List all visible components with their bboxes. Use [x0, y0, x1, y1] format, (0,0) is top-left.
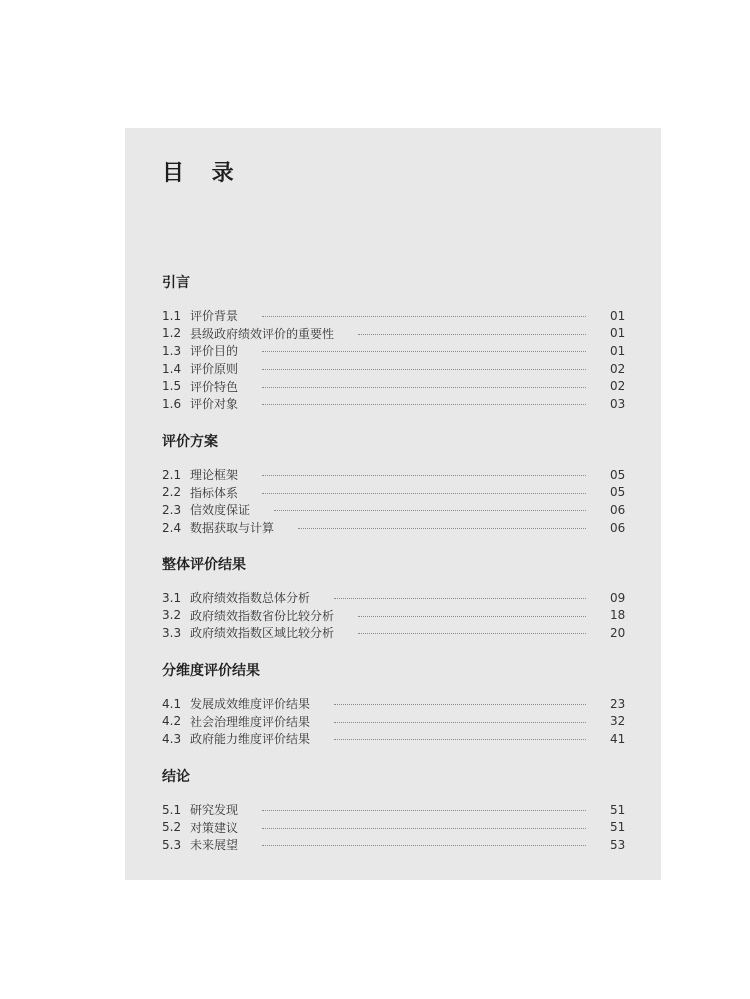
- entry-page: 02: [610, 379, 626, 394]
- entry-page: 09: [610, 590, 626, 605]
- toc-section-intro: [162, 273, 624, 413]
- entry-page: 06: [610, 520, 626, 535]
- entry-page: 05: [610, 485, 626, 500]
- entry-label: 对策建议: [190, 820, 239, 835]
- entry-number: 1.4: [162, 361, 182, 376]
- entry-number: 5.3: [162, 837, 182, 852]
- dot-leader: [262, 475, 586, 476]
- toc-entry[interactable]: [162, 519, 624, 537]
- entry-label: 评价对象: [190, 397, 239, 412]
- entry-number: 2.1: [162, 467, 182, 482]
- entry-number: 5.2: [162, 820, 182, 835]
- toc-entry[interactable]: [162, 607, 624, 625]
- dot-leader: [262, 316, 586, 317]
- entry-number: 1.1: [162, 308, 182, 323]
- dot-leader: [262, 404, 586, 405]
- section-heading: 整体评价结果: [162, 557, 246, 573]
- entry-number: 5.1: [162, 802, 182, 817]
- entry-number: 2.3: [162, 502, 182, 517]
- entry-label: 发展成效维度评价结果: [190, 697, 311, 712]
- entry-page: 23: [610, 696, 626, 711]
- dot-leader: [334, 704, 586, 705]
- toc-entry[interactable]: [162, 377, 624, 395]
- toc-entry[interactable]: [162, 484, 624, 502]
- entry-number: 2.2: [162, 485, 182, 500]
- toc-entry[interactable]: [162, 342, 624, 360]
- entry-label: 评价背景: [190, 309, 239, 324]
- entry-label: 信效度保证: [190, 503, 251, 518]
- dot-leader: [334, 598, 586, 599]
- entry-number: 1.3: [162, 343, 182, 358]
- toc-entry[interactable]: [162, 836, 624, 854]
- dot-leader: [262, 810, 586, 811]
- toc-entry[interactable]: [162, 624, 624, 642]
- dot-leader: [334, 739, 586, 740]
- toc-entry[interactable]: [162, 730, 624, 748]
- dot-leader: [298, 528, 586, 529]
- dot-leader: [274, 510, 586, 511]
- entry-page: 51: [610, 820, 626, 835]
- dot-leader: [358, 616, 586, 617]
- dot-leader: [334, 722, 586, 723]
- entry-label: 评价特色: [190, 379, 239, 394]
- toc-entry[interactable]: [162, 501, 624, 519]
- entry-page: 01: [610, 308, 626, 323]
- entry-page: 20: [610, 625, 626, 640]
- entry-page: 01: [610, 326, 626, 341]
- section-heading: 结论: [162, 769, 190, 785]
- dot-leader: [262, 369, 586, 370]
- entry-number: 1.5: [162, 379, 182, 394]
- entry-page: 06: [610, 502, 626, 517]
- entry-label: 理论框架: [190, 468, 239, 483]
- entry-page: 05: [610, 467, 626, 482]
- toc-section-dimension: [162, 661, 624, 748]
- entry-label: 政府绩效指数区域比较分析: [190, 626, 335, 641]
- entry-page: 32: [610, 714, 626, 729]
- dot-leader: [358, 334, 586, 335]
- toc-entry[interactable]: [162, 819, 624, 837]
- toc-entry[interactable]: [162, 695, 624, 713]
- entry-page: 03: [610, 396, 626, 411]
- toc-entry[interactable]: [162, 589, 624, 607]
- toc-panel: [125, 128, 661, 880]
- entry-number: 1.6: [162, 396, 182, 411]
- entry-label: 政府绩效指数总体分析: [190, 591, 311, 606]
- entry-number: 4.2: [162, 714, 182, 729]
- entry-number: 2.4: [162, 520, 182, 535]
- dot-leader: [262, 828, 586, 829]
- dot-leader: [262, 387, 586, 388]
- entry-label: 县级政府绩效评价的重要性: [190, 326, 335, 341]
- toc-entry[interactable]: [162, 801, 624, 819]
- entry-page: 41: [610, 731, 626, 746]
- dot-leader: [262, 845, 586, 846]
- entry-number: 1.2: [162, 326, 182, 341]
- toc-entry[interactable]: [162, 395, 624, 413]
- entry-label: 指标体系: [190, 485, 239, 500]
- entry-label: 评价目的: [190, 344, 239, 359]
- entry-number: 3.1: [162, 590, 182, 605]
- entry-page: 01: [610, 343, 626, 358]
- entry-label: 政府能力维度评价结果: [190, 732, 311, 747]
- entry-number: 3.2: [162, 608, 182, 623]
- toc-entry[interactable]: [162, 360, 624, 378]
- section-heading: 评价方案: [162, 434, 218, 450]
- toc-entry[interactable]: [162, 325, 624, 343]
- entry-label: 研究发现: [190, 803, 239, 818]
- entry-label: 数据获取与计算: [190, 521, 275, 536]
- entry-label: 政府绩效指数省份比较分析: [190, 608, 335, 623]
- section-heading: 分维度评价结果: [162, 663, 260, 679]
- entry-number: 3.3: [162, 625, 182, 640]
- entry-label: 社会治理维度评价结果: [190, 714, 311, 729]
- section-heading: 引言: [162, 275, 190, 291]
- dot-leader: [262, 493, 586, 494]
- entry-number: 4.1: [162, 696, 182, 711]
- toc-entry[interactable]: [162, 307, 624, 325]
- entry-label: 未来展望: [190, 838, 239, 853]
- toc-section-overall: [162, 555, 624, 642]
- entry-page: 02: [610, 361, 626, 376]
- toc-section-conclusion: [162, 767, 624, 854]
- toc-entry[interactable]: [162, 713, 624, 731]
- entry-label: 评价原则: [190, 362, 239, 377]
- toc-title: 目 录: [162, 161, 244, 186]
- entry-page: 18: [610, 608, 626, 623]
- toc-section-scheme: [162, 432, 624, 536]
- entry-page: 53: [610, 837, 626, 852]
- entry-number: 4.3: [162, 731, 182, 746]
- dot-leader: [262, 351, 586, 352]
- dot-leader: [358, 633, 586, 634]
- entry-page: 51: [610, 802, 626, 817]
- toc-entry[interactable]: [162, 466, 624, 484]
